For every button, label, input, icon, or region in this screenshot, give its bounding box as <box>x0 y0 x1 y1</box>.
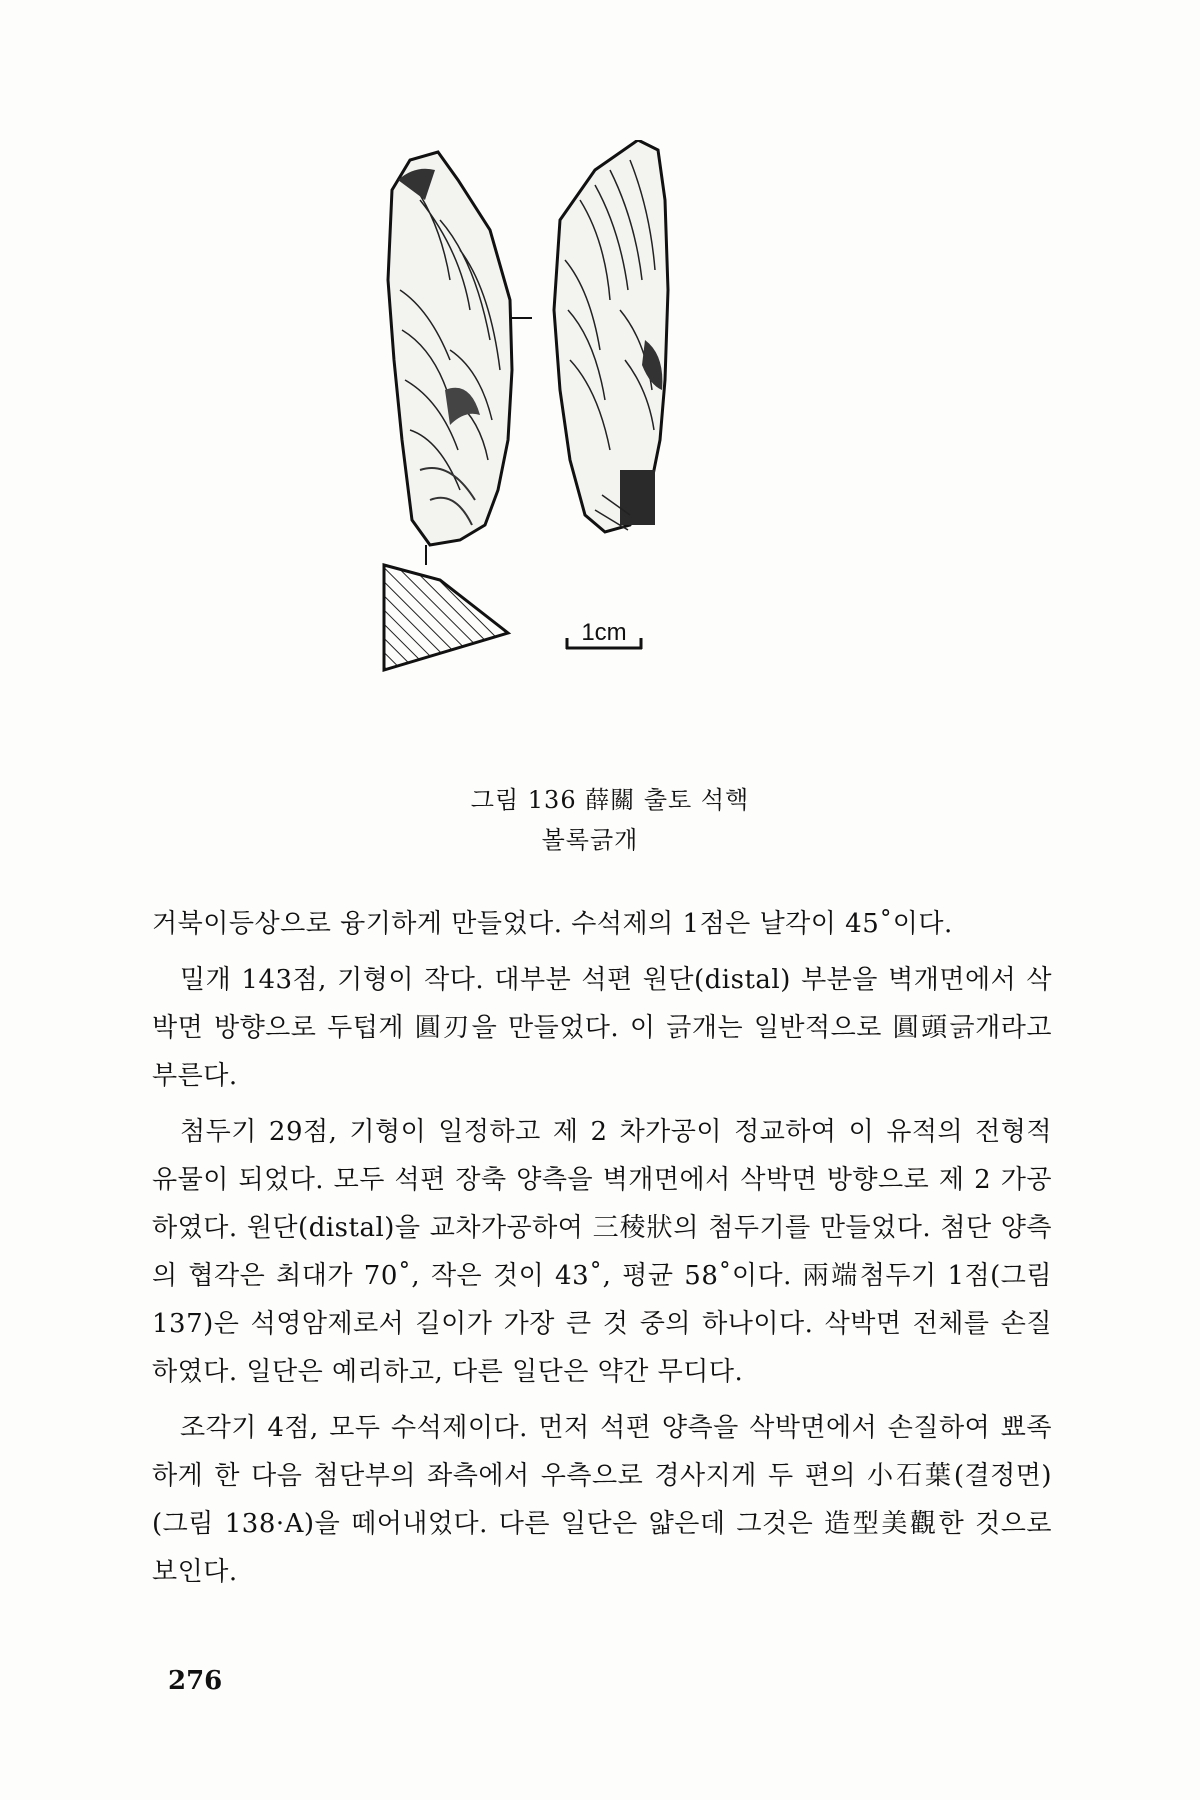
body-text <box>152 900 1052 1604</box>
caption-title: 그림 136 薛關 출토 석핵 <box>470 786 750 814</box>
caption-subtitle: 볼록긁개 <box>541 826 639 854</box>
stone-tool-illustration <box>380 140 780 780</box>
tool-left-view <box>388 152 512 545</box>
figure-caption <box>380 780 800 860</box>
cross-section <box>384 565 508 670</box>
stone-tool-figure <box>380 140 780 780</box>
paragraph: 거북이등상으로 융기하게 만들었다. 수석제의 1점은 날각이 45˚이다. <box>152 909 953 939</box>
paragraph: 밀개 143점, 기형이 작다. 대부분 석편 원단(distal) 부분을 벽개면에서 삭박면 방향으로 두텁게 圓刃을 만들었다. 이 긁개는 일반적으로 圓頭긁개라고 부른다. <box>152 965 1052 1091</box>
scale-bar <box>566 619 642 649</box>
paragraph: 조각기 4점, 모두 수석제이다. 먼저 석편 양측을 삭박면에서 손질하여 뾰족하게 한 다음 첨단부의 좌측에서 우측으로 경사지게 두 편의 小石葉(결정면)(그림 138·A)을 떼어내었다. 다른 일단은 얇은데 그것은 造型美觀한 것으로 보인다. <box>152 1413 1052 1587</box>
paragraph: 첨두기 29점, 기형이 일정하고 제 2 차가공이 정교하여 이 유적의 전형적 유물이 되었다. 모두 석편 장축 양측을 벽개면에서 삭박면 방향으로 제 2 가공하였다. 원단(distal)을 교차가공하여 三稜狀의 첨두기를 만들었다. 첨단 양측의 협각은 최대가 70˚, 작은 것이 43˚, 평균 58˚이다. 兩端첨두기 1점(그림 137)은 석영암제로서 길이가 가장 큰 것 중의 하나이다. 삭박면 전체를 손질하였다. 일단은 예리하고, 다른 일단은 약간 무디다. <box>152 1117 1052 1387</box>
tool-right-view <box>554 140 668 532</box>
page-number: 276 <box>168 1666 223 1696</box>
scale-label: 1cm <box>581 619 627 646</box>
